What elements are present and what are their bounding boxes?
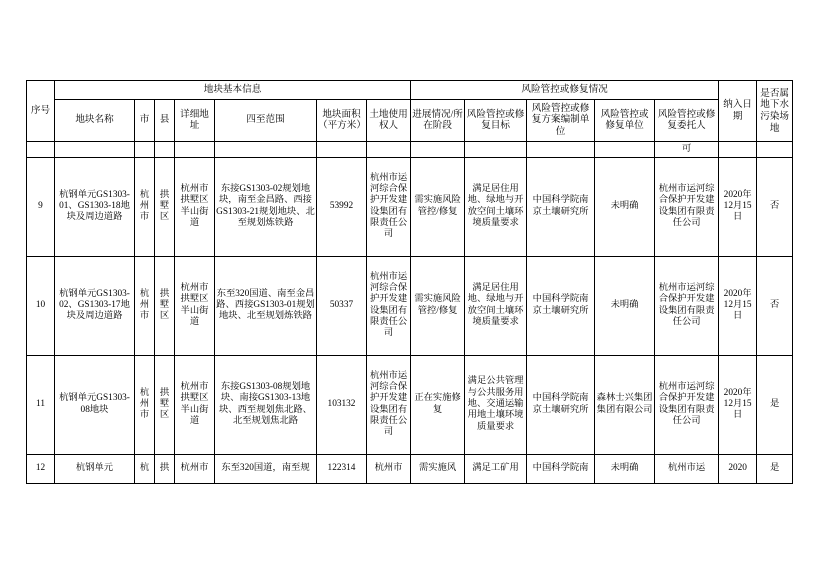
- header-seq: 序号: [27, 81, 55, 142]
- cell-name: 杭钢单元GS1303-01、GS1303-18地块及周边道路: [55, 157, 135, 256]
- cell-area: 122314: [317, 454, 367, 483]
- note-seq: [27, 141, 55, 157]
- cell-groundwater: 是: [757, 355, 793, 454]
- cell-area: 50337: [317, 256, 367, 355]
- note-address: [175, 141, 215, 157]
- cell-county: 拱墅区: [155, 355, 175, 454]
- header-bounds: 四至范围: [215, 99, 317, 141]
- note-plan-unit: [527, 141, 595, 157]
- cell-rights: 杭州市: [367, 454, 411, 483]
- table-header: [27, 81, 793, 142]
- cell-address: 杭州市: [175, 454, 215, 483]
- cell-groundwater: 是: [757, 454, 793, 483]
- cell-bounds: 东接GS1303-08规划地块、南接GS1303-13地块、西至规划焦北路、北至规划焦北路: [215, 355, 317, 454]
- cell-date: 2020年12月15日: [719, 256, 757, 355]
- cell-seq: 11: [27, 355, 55, 454]
- header-area: 地块面积（平方米）: [317, 99, 367, 141]
- soil-pollution-table-container: [26, 80, 792, 484]
- table-row: [27, 157, 793, 256]
- header-group-basic: 地块基本信息: [55, 81, 411, 100]
- cell-goal: 满足居住用地、绿地与开放空间土壤环境质量要求: [465, 157, 527, 256]
- header-progress: 进展情况/所在阶段: [411, 99, 465, 141]
- cell-plan-unit: 中国科学院南: [527, 454, 595, 483]
- cell-goal: 满足居住用地、绿地与开放空间土壤环境质量要求: [465, 256, 527, 355]
- header-groundwater: 是否属地下水污染场地: [757, 81, 793, 142]
- cell-repair-unit: 未明确: [595, 454, 655, 483]
- cell-seq: 10: [27, 256, 55, 355]
- header-client: 风险管控或修复委托人: [655, 99, 719, 141]
- note-city: [135, 141, 155, 157]
- cell-area: 103132: [317, 355, 367, 454]
- header-repair-unit: 风险管控或修复单位: [595, 99, 655, 141]
- table-row: [27, 454, 793, 483]
- cell-plan-unit: 中国科学院南京土壤研究所: [527, 157, 595, 256]
- cell-client: 杭州市运: [655, 454, 719, 483]
- header-address: 详细地址: [175, 99, 215, 141]
- note-goal: [465, 141, 527, 157]
- header-group-risk: 风险管控或修复情况: [411, 81, 719, 100]
- cell-progress: 需实施风: [411, 454, 465, 483]
- table-row-note: [27, 141, 793, 157]
- cell-rights: 杭州市运河综合保护开发建设集团有限责任公司: [367, 355, 411, 454]
- header-rights: 土地使用权人: [367, 99, 411, 141]
- cell-goal: 满足工矿用: [465, 454, 527, 483]
- table-row: [27, 355, 793, 454]
- cell-area: 53992: [317, 157, 367, 256]
- cell-county: 拱墅区: [155, 157, 175, 256]
- cell-rights: 杭州市运河综合保护开发建设集团有限责任公司: [367, 256, 411, 355]
- cell-bounds: 东至320国道，南至规: [215, 454, 317, 483]
- cell-rights: 杭州市运河综合保护开发建设集团有限责任公司: [367, 157, 411, 256]
- header-plan-unit: 风险管控或修复方案编制单位: [527, 99, 595, 141]
- cell-client: 杭州市运河综合保护开发建设集团有限责任公司: [655, 256, 719, 355]
- note-rights: [367, 141, 411, 157]
- cell-progress: 正在实施修复: [411, 355, 465, 454]
- cell-groundwater: 否: [757, 157, 793, 256]
- cell-plan-unit: 中国科学院南京土壤研究所: [527, 256, 595, 355]
- header-date: 纳入日期: [719, 81, 757, 142]
- cell-client: 杭州市运河综合保护开发建设集团有限责任公司: [655, 355, 719, 454]
- cell-repair-unit: 未明确: [595, 157, 655, 256]
- cell-seq: 12: [27, 454, 55, 483]
- cell-seq: 9: [27, 157, 55, 256]
- header-group-row: [27, 81, 793, 100]
- cell-date: 2020年12月15日: [719, 355, 757, 454]
- table-row: [27, 256, 793, 355]
- cell-address: 杭州市拱墅区半山街道: [175, 256, 215, 355]
- note-name: [55, 141, 135, 157]
- cell-groundwater: 否: [757, 256, 793, 355]
- cell-plan-unit: 中国科学院南京土壤研究所: [527, 355, 595, 454]
- cell-repair-unit: 森林士兴集团集团有限公司: [595, 355, 655, 454]
- note-progress: [411, 141, 465, 157]
- cell-date: 2020年12月15日: [719, 157, 757, 256]
- cell-county: 拱墅区: [155, 256, 175, 355]
- cell-city: 杭州市: [135, 256, 155, 355]
- cell-name: 杭钢单元: [55, 454, 135, 483]
- cell-repair-unit: 未明确: [595, 256, 655, 355]
- cell-name: 杭钢单元GS1303-08地块: [55, 355, 135, 454]
- cell-client: 杭州市运河综合保护开发建设集团有限责任公司: [655, 157, 719, 256]
- table-body: [27, 141, 793, 483]
- cell-bounds: 东接GS1303-02规划地块，南至金昌路、西接GS1303-21规划地块、北至规划炼铁路: [215, 157, 317, 256]
- note-groundwater: [757, 141, 793, 157]
- cell-county: 拱: [155, 454, 175, 483]
- note-county: [155, 141, 175, 157]
- cell-city: 杭: [135, 454, 155, 483]
- cell-address: 杭州市拱墅区半山街道: [175, 157, 215, 256]
- cell-address: 杭州市拱墅区半山街道: [175, 355, 215, 454]
- cell-bounds: 东至320国道、南至金昌路、西接GS1303-01规划地块、北至规划炼铁路: [215, 256, 317, 355]
- cell-goal: 满足公共管理与公共服务用地、交通运输用地土壤环境质量要求: [465, 355, 527, 454]
- cell-progress: 需实施风险管控/修复: [411, 256, 465, 355]
- header-city: 市: [135, 99, 155, 141]
- cell-name: 杭钢单元GS1303-02、GS1303-17地块及周边道路: [55, 256, 135, 355]
- note-client: 可: [655, 141, 719, 157]
- soil-pollution-table: [26, 80, 793, 484]
- cell-city: 杭州市: [135, 157, 155, 256]
- note-area: [317, 141, 367, 157]
- header-goal: 风险管控或修复目标: [465, 99, 527, 141]
- note-date: [719, 141, 757, 157]
- note-repair-unit: [595, 141, 655, 157]
- cell-city: 杭州市: [135, 355, 155, 454]
- header-name: 地块名称: [55, 99, 135, 141]
- header-county: 县: [155, 99, 175, 141]
- note-bounds: [215, 141, 317, 157]
- cell-progress: 需实施风险管控/修复: [411, 157, 465, 256]
- cell-date: 2020: [719, 454, 757, 483]
